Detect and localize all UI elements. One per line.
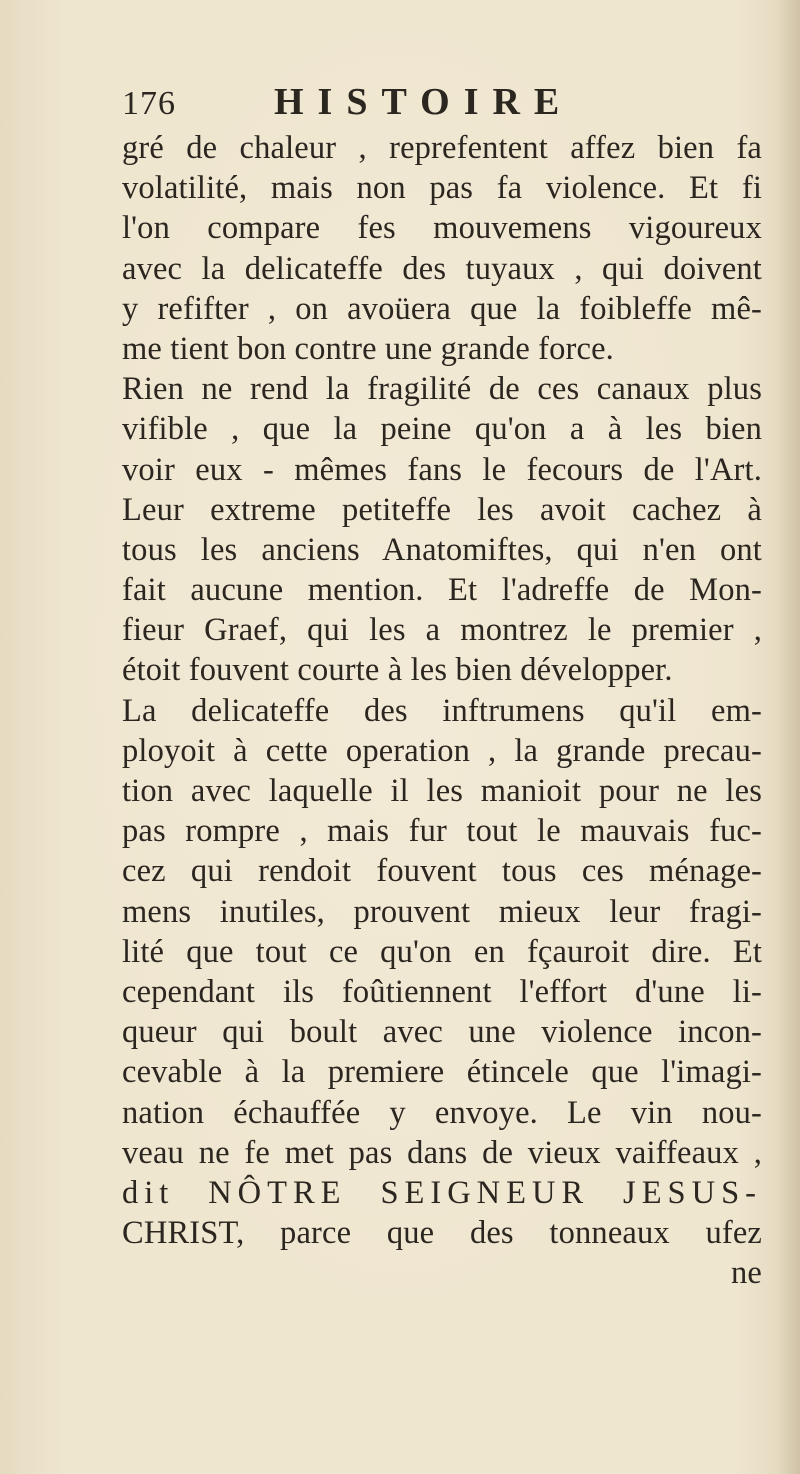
text-line: La delicateffe des inftrumens qu'il em-: [122, 692, 762, 729]
text-line: nation échauffée y envoye. Le vin nou-: [122, 1094, 762, 1131]
page-fold-shadow: [776, 0, 800, 1474]
text-line: vifible , que la peine qu'on a à les bien: [122, 411, 762, 448]
text-line: dit NÔTRE SEIGNEUR JESUS-: [122, 1174, 762, 1211]
text-line: fait aucune mention. Et l'adreffe de Mon-: [122, 572, 762, 609]
text-line: volatilité, mais non pas fa violence. Et fi: [122, 170, 762, 207]
body-text: [122, 128, 762, 1293]
text-line: cez qui rendoit fouvent tous ces ménage-: [122, 853, 762, 890]
text-line: lité que tout ce qu'on en fçauroit dire. Et: [122, 933, 762, 970]
text-line: mens inutiles, prouvent mieux leur fragi-: [122, 893, 762, 930]
text-line: avec la delicateffe des tuyaux , qui doivent: [122, 250, 762, 287]
text-line: voir eux - mêmes fans le fecours de l'Art.: [122, 451, 762, 488]
running-header: [122, 78, 722, 126]
text-line: ployoit à cette operation , la grande precau-: [122, 732, 762, 769]
text-line: Leur extreme petiteffe les avoit cachez à: [122, 491, 762, 528]
text-line: pas rompre , mais fur tout le mauvais fuc-: [122, 813, 762, 850]
text-line: fieur Graef, qui les a montrez le premier ,: [122, 612, 762, 649]
text-line: tion avec laquelle il les manioit pour ne les: [122, 773, 762, 809]
text-line: y refifter , on avoüera que la foibleffe mê-: [122, 290, 762, 327]
page-number: 176: [122, 85, 176, 122]
text-line: me tient bon contre une grande force.: [122, 330, 614, 367]
text-line: CHRIST, parce que des tonneaux ufez: [122, 1215, 762, 1252]
text-line: l'on compare fes mouvemens vigoureux: [122, 210, 762, 247]
text-line: queur qui boult avec une violence incon-: [122, 1014, 762, 1051]
text-line: tous les anciens Anatomiftes, qui n'en ont: [122, 531, 762, 568]
text-line: gré de chaleur , reprefentent affez bien fa: [122, 130, 762, 166]
text-line: Rien ne rend la fragilité de ces canaux plus: [122, 371, 762, 408]
text-line: veau ne fe met pas dans de vieux vaiffeaux ,: [122, 1134, 762, 1171]
catchword: ne: [731, 1255, 762, 1292]
text-line: cevable à la premiere étincele que l'imagi-: [122, 1054, 762, 1091]
text-line: cependant ils foûtiennent l'effort d'une li-: [122, 973, 762, 1010]
text-line: étoit fouvent courte à les bien développer.: [122, 652, 673, 689]
running-title: HISTOIRE: [274, 81, 574, 123]
